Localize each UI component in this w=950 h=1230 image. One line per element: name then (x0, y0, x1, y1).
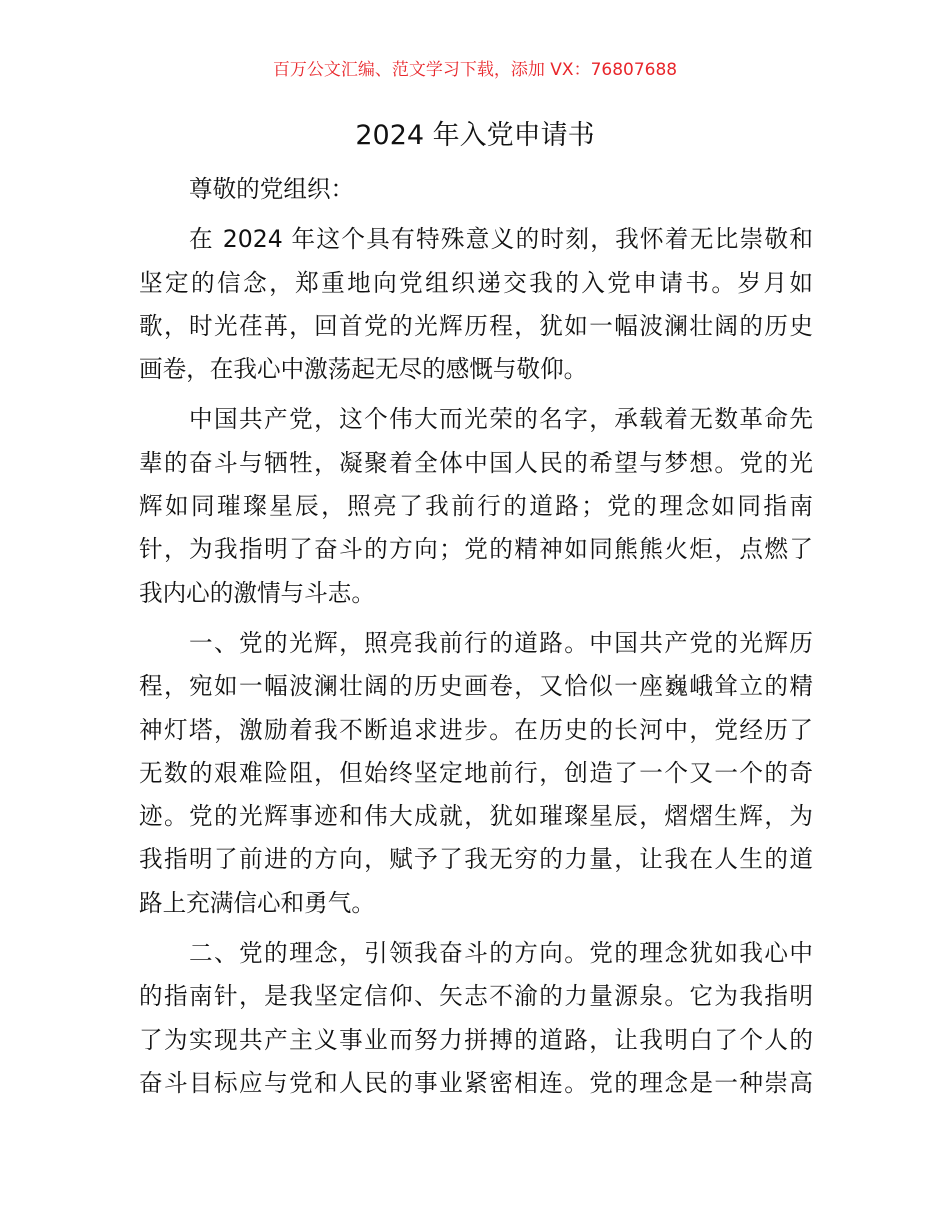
watermark-header: 百万公文汇编、范文学习下载，添加 VX：76807688 (272, 60, 678, 80)
paragraph-line: 二、党的理念，引领我奋斗的方向。党的理念犹如我心中 (189, 939, 813, 968)
paragraph-line: 迹。党的光辉事迹和伟大成就，犹如璀璨星辰，熠熠生辉，为 (139, 802, 813, 831)
paragraph-line: 路上充满信心和勇气。 (139, 888, 375, 917)
paragraph-line: 画卷，在我心中激荡起无尽的感慨与敬仰。 (139, 355, 588, 384)
paragraph-gap (139, 391, 813, 398)
paragraph-line: 针，为我指明了奋斗的方向；党的精神如同熊熊火炬，点燃了 (139, 535, 813, 564)
paragraph-line: 中国共产党，这个伟大而光荣的名字，承载着无数革命先 (189, 405, 813, 434)
document-title: 2024 年入党申请书 (355, 120, 595, 151)
paragraph-4 (139, 932, 813, 1105)
paragraph-line: 辈的奋斗与牺牲，凝聚着全体中国人民的希望与梦想。党的光 (139, 448, 813, 477)
paragraph-line: 一、党的光辉，照亮我前行的道路。中国共产党的光辉历 (189, 628, 813, 657)
paragraph-line: 辉如同璀璨星辰，照亮了我前行的道路；党的理念如同指南 (139, 492, 813, 521)
paragraph-line: 程，宛如一幅波澜壮阔的历史画卷，又恰似一座巍峨耸立的精 (139, 672, 813, 701)
paragraph-1 (139, 218, 813, 391)
salutation: 尊敬的党组织： (189, 175, 355, 203)
paragraph-gap (139, 615, 813, 622)
paragraph-line: 我指明了前进的方向，赋予了我无穷的力量，让我在人生的道 (139, 845, 813, 874)
paragraph-line: 我内心的激情与斗志。 (139, 578, 375, 607)
document-body (139, 168, 813, 1105)
paragraph-2 (139, 398, 813, 614)
paragraph-gap (139, 925, 813, 932)
paragraph-line: 坚定的信念，郑重地向党组织递交我的入党申请书。岁月如 (139, 268, 813, 297)
paragraph-3 (139, 622, 813, 925)
paragraph-line: 歌，时光荏苒，回首党的光辉历程，犹如一幅波澜壮阔的历史 (139, 311, 813, 340)
paragraph-line: 无数的艰难险阻，但始终坚定地前行，创造了一个又一个的奇 (139, 758, 813, 787)
paragraph-line: 的指南针，是我坚定信仰、矢志不渝的力量源泉。它为我指明 (139, 982, 813, 1011)
paragraph-line: 在 2024 年这个具有特殊意义的时刻，我怀着无比崇敬和 (189, 225, 813, 254)
paragraph-line: 神灯塔，激励着我不断追求进步。在历史的长河中，党经历了 (139, 715, 813, 744)
paragraph-line: 奋斗目标应与党和人民的事业紧密相连。党的理念是一种崇高 (139, 1068, 813, 1097)
paragraph-gap (139, 211, 813, 218)
paragraph-line: 了为实现共产主义事业而努力拼搏的道路，让我明白了个人的 (139, 1025, 813, 1054)
